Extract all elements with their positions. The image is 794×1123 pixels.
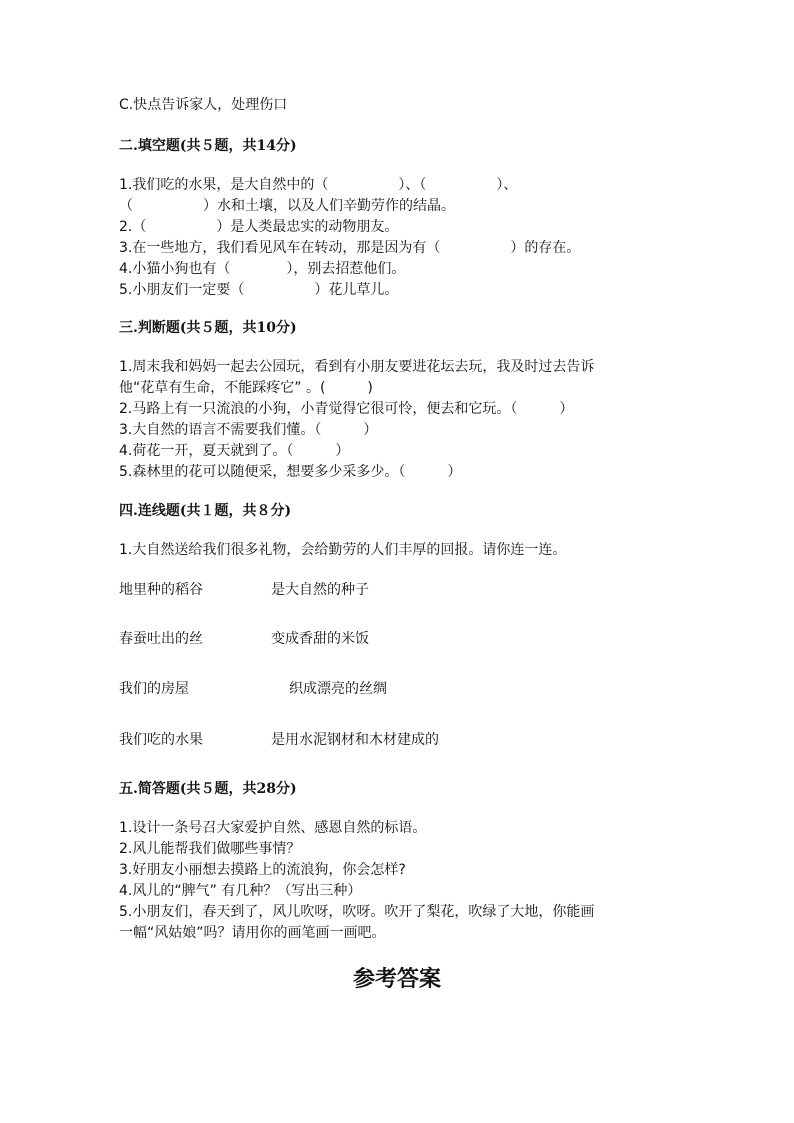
section-3-heading: 三.判断题(共５题，共10分) bbox=[119, 320, 297, 336]
fill-question-line: 2.（ ）是人类最忠实的动物朋友。 bbox=[119, 219, 399, 235]
short-answer-line: 3.好朋友小丽想去摸路上的流浪狗，你会怎样? bbox=[119, 862, 406, 878]
match-right-item: 变成香甜的米饭 bbox=[271, 631, 369, 647]
short-answer-line: 一幅“风姑娘”吗？请用你的画笔画一画吧。 bbox=[119, 925, 386, 941]
option-c: C.快点告诉家人，处理伤口 bbox=[119, 97, 288, 113]
short-answer-line: 2.风儿能帮我们做哪些事情？ bbox=[119, 841, 301, 857]
short-answer-line: 4.风儿的“脾气” 有几种？（写出三种） bbox=[119, 883, 362, 899]
judge-question-line: 1.周末我和妈妈一起去公园玩，看到有小朋友要进花坛去玩，我及时过去告诉 bbox=[119, 359, 595, 375]
fill-question-line: 4.小猫小狗也有（ ），别去招惹他们。 bbox=[119, 261, 406, 277]
judge-question-line: 4.荷花一开，夏天就到了。（ ） bbox=[119, 443, 350, 459]
fill-question-line: （ ）水和土壤，以及人们辛勤劳作的结晶。 bbox=[119, 198, 455, 214]
answer-key-title: 参考答案 bbox=[352, 966, 441, 992]
match-left-item: 我们吃的水果 bbox=[119, 732, 203, 748]
short-answer-line: 1.设计一条号召大家爱护自然、感恩自然的标语。 bbox=[119, 820, 427, 836]
match-question: 1.大自然送给我们很多礼物，会给勤劳的人们丰厚的回报。请你连一连。 bbox=[119, 542, 567, 558]
match-right-item: 织成漂亮的丝绸 bbox=[289, 681, 387, 697]
match-left-item: 春蚕吐出的丝 bbox=[119, 631, 203, 647]
match-right-item: 是用水泥钢材和木材建成的 bbox=[271, 732, 439, 748]
fill-question-line: 3.在一些地方，我们看见风车在转动，那是因为有（ ）的存在。 bbox=[119, 240, 581, 256]
short-answer-line: 5.小朋友们，春天到了，风儿吹呀，吹呀。吹开了梨花，吹绿了大地，你能画 bbox=[119, 904, 595, 920]
judge-question-line: 2.马路上有一只流浪的小狗，小青觉得它很可怜，便去和它玩。（ ） bbox=[119, 401, 574, 417]
fill-question-line: 5.小朋友们一定要（ ）花儿草儿。 bbox=[119, 282, 399, 298]
match-left-item: 地里种的稻谷 bbox=[119, 582, 203, 598]
section-2-heading: 二.填空题(共５题，共14分) bbox=[119, 138, 297, 154]
match-right-item: 是大自然的种子 bbox=[271, 582, 369, 598]
fill-question-line: 1.我们吃的水果，是大自然中的（ ）、（ ）、 bbox=[119, 177, 518, 193]
judge-question-line: 5.森林里的花可以随便采，想要多少采多少。（ ） bbox=[119, 464, 462, 480]
judge-question-line: 3.大自然的语言不需要我们懂。（ ） bbox=[119, 422, 378, 438]
judge-question-line: 他“花草有生命，不能踩疼它” 。( ) bbox=[119, 380, 373, 396]
section-4-heading: 四.连线题(共１题，共８分) bbox=[119, 503, 292, 519]
section-5-heading: 五.简答题(共５题，共28分) bbox=[119, 781, 297, 797]
match-left-item: 我们的房屋 bbox=[119, 681, 189, 697]
